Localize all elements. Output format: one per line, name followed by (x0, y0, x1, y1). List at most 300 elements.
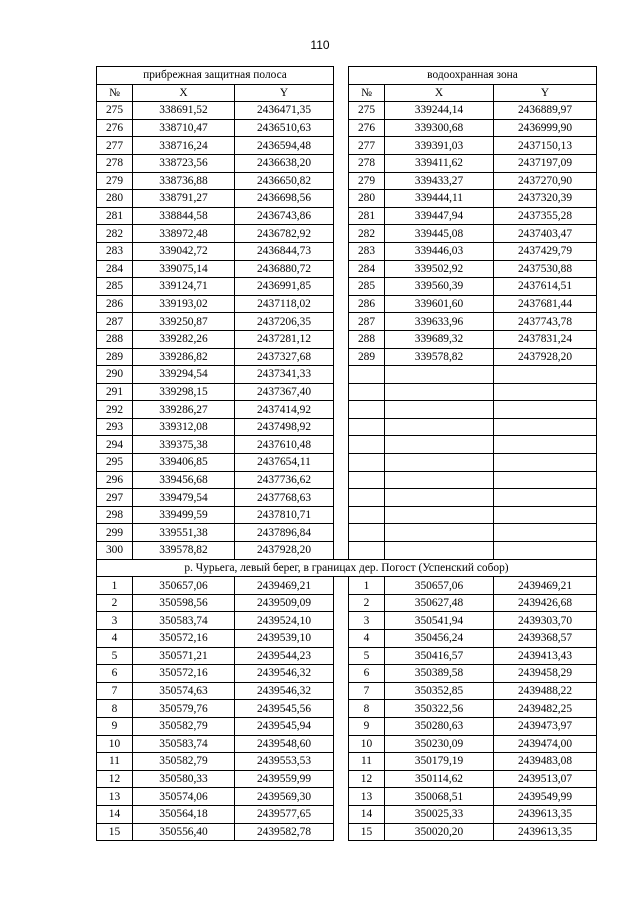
right-no-cell: 284 (349, 260, 385, 278)
right-y-cell: 2437743,78 (494, 313, 597, 331)
table-row (97, 225, 597, 243)
left-y-cell: 2437281,12 (235, 330, 334, 348)
left-x-cell: 339298,15 (133, 383, 235, 401)
left-x-cell: 339286,82 (133, 348, 235, 366)
left-x-cell: 350579,76 (133, 700, 235, 718)
left-x-cell: 339193,02 (133, 295, 235, 313)
left-x-cell: 350556,40 (133, 823, 235, 841)
left-y-cell: 2437498,92 (235, 418, 334, 436)
right-x-cell: 350389,58 (385, 665, 494, 683)
column-gap (334, 524, 349, 542)
table-row (97, 700, 597, 718)
left-x-cell: 339312,08 (133, 418, 235, 436)
left-no-cell: 276 (97, 119, 133, 137)
left-no-cell: 10 (97, 735, 133, 753)
right-no-cell: 283 (349, 242, 385, 260)
right-x-cell: 339391,03 (385, 137, 494, 155)
right-x-cell: 350322,56 (385, 700, 494, 718)
left-no-cell: 289 (97, 348, 133, 366)
left-no-cell: 12 (97, 770, 133, 788)
left-no-cell: 5 (97, 647, 133, 665)
left-no-cell: 6 (97, 665, 133, 683)
left-y-cell: 2439524,10 (235, 612, 334, 630)
column-gap (334, 84, 349, 102)
right-y-cell: 2439488,22 (494, 682, 597, 700)
left-no-cell: 8 (97, 700, 133, 718)
right-no-cell: 277 (349, 137, 385, 155)
left-zone-title: прибрежная защитная полоса (97, 67, 334, 85)
left-y-cell: 2437654,11 (235, 454, 334, 472)
left-no-cell: 300 (97, 542, 133, 560)
right-y-cell: 2439368,57 (494, 630, 597, 648)
left-x-cell: 338691,52 (133, 102, 235, 120)
left-no-cell: 299 (97, 524, 133, 542)
right-no-cell: 276 (349, 119, 385, 137)
right-y-cell: 2439482,25 (494, 700, 597, 718)
right-y-cell: 2437320,39 (494, 190, 597, 208)
table-row (97, 172, 597, 190)
column-gap (334, 682, 349, 700)
table-row (97, 383, 597, 401)
left-x-cell: 350574,06 (133, 788, 235, 806)
left-no-cell: 2 (97, 594, 133, 612)
right-y-cell: 2439426,68 (494, 594, 597, 612)
right-x-cell: 339433,27 (385, 172, 494, 190)
right-no-cell: 2 (349, 594, 385, 612)
left-no-cell: 287 (97, 313, 133, 331)
right-x-cell: 339446,03 (385, 242, 494, 260)
right-no-cell (349, 454, 385, 472)
column-gap (334, 225, 349, 243)
left-x-cell: 338736,88 (133, 172, 235, 190)
left-x-cell: 339282,26 (133, 330, 235, 348)
right-x-cell: 339447,94 (385, 207, 494, 225)
table-row (97, 647, 597, 665)
table-row (97, 506, 597, 524)
table-row (97, 278, 597, 296)
right-x-cell: 350025,33 (385, 805, 494, 823)
table-row (97, 594, 597, 612)
right-col-y-header: Y (494, 84, 597, 102)
left-x-cell: 339042,72 (133, 242, 235, 260)
table-row (97, 471, 597, 489)
right-no-cell: 6 (349, 665, 385, 683)
column-gap (334, 295, 349, 313)
left-y-cell: 2439469,21 (235, 577, 334, 595)
header-columns-row (97, 84, 597, 102)
left-no-cell: 290 (97, 366, 133, 384)
table-row (97, 260, 597, 278)
left-y-cell: 2439539,10 (235, 630, 334, 648)
right-zone-title: водоохранная зона (349, 67, 597, 85)
right-y-cell: 2437270,90 (494, 172, 597, 190)
left-no-cell: 293 (97, 418, 133, 436)
table-row (97, 348, 597, 366)
column-gap (334, 313, 349, 331)
table-row (97, 313, 597, 331)
right-y-cell: 2439474,00 (494, 735, 597, 753)
right-no-cell: 15 (349, 823, 385, 841)
left-y-cell: 2437414,92 (235, 401, 334, 419)
right-x-cell: 350416,57 (385, 647, 494, 665)
right-no-cell: 285 (349, 278, 385, 296)
column-gap (334, 577, 349, 595)
right-no-cell (349, 542, 385, 560)
left-no-cell: 15 (97, 823, 133, 841)
table-row (97, 577, 597, 595)
right-no-cell: 5 (349, 647, 385, 665)
left-no-cell: 277 (97, 137, 133, 155)
left-y-cell: 2436638,20 (235, 154, 334, 172)
left-x-cell: 339375,38 (133, 436, 235, 454)
table-row (97, 770, 597, 788)
right-x-cell: 339445,08 (385, 225, 494, 243)
left-y-cell: 2436698,56 (235, 190, 334, 208)
table-body (97, 67, 597, 841)
left-y-cell: 2437206,35 (235, 313, 334, 331)
left-x-cell: 339499,59 (133, 506, 235, 524)
right-y-cell (494, 489, 597, 507)
right-no-cell: 7 (349, 682, 385, 700)
column-gap (334, 471, 349, 489)
left-y-cell: 2437768,63 (235, 489, 334, 507)
left-no-cell: 1 (97, 577, 133, 595)
left-no-cell: 279 (97, 172, 133, 190)
left-x-cell: 339250,87 (133, 313, 235, 331)
left-y-cell: 2436594,48 (235, 137, 334, 155)
left-no-cell: 11 (97, 753, 133, 771)
left-x-cell: 338791,27 (133, 190, 235, 208)
table-row (97, 665, 597, 683)
left-no-cell: 9 (97, 717, 133, 735)
right-y-cell: 2437831,24 (494, 330, 597, 348)
left-x-cell: 339286,27 (133, 401, 235, 419)
right-y-cell: 2437614,51 (494, 278, 597, 296)
table-row (97, 190, 597, 208)
right-x-cell: 350280,63 (385, 717, 494, 735)
column-gap (334, 418, 349, 436)
left-y-cell: 2437810,71 (235, 506, 334, 524)
right-no-cell (349, 471, 385, 489)
left-y-cell: 2436510,63 (235, 119, 334, 137)
left-no-cell: 14 (97, 805, 133, 823)
table-row (97, 454, 597, 472)
right-x-cell (385, 542, 494, 560)
right-no-cell (349, 383, 385, 401)
left-no-cell: 275 (97, 102, 133, 120)
left-y-cell: 2439545,94 (235, 717, 334, 735)
right-x-cell: 350230,09 (385, 735, 494, 753)
right-no-cell: 282 (349, 225, 385, 243)
right-x-cell: 339560,39 (385, 278, 494, 296)
right-no-cell: 1 (349, 577, 385, 595)
left-x-cell: 350571,21 (133, 647, 235, 665)
left-x-cell: 339578,82 (133, 542, 235, 560)
column-gap (334, 770, 349, 788)
right-no-cell: 279 (349, 172, 385, 190)
left-x-cell: 338716,24 (133, 137, 235, 155)
table-row (97, 823, 597, 841)
right-x-cell: 350020,20 (385, 823, 494, 841)
column-gap (334, 436, 349, 454)
right-no-cell: 11 (349, 753, 385, 771)
left-y-cell: 2439569,30 (235, 788, 334, 806)
right-x-cell (385, 366, 494, 384)
left-x-cell: 339479,54 (133, 489, 235, 507)
left-y-cell: 2439546,32 (235, 665, 334, 683)
table-row (97, 489, 597, 507)
table-row (97, 137, 597, 155)
left-no-cell: 282 (97, 225, 133, 243)
left-x-cell: 339124,71 (133, 278, 235, 296)
left-no-cell: 3 (97, 612, 133, 630)
right-x-cell (385, 524, 494, 542)
left-no-cell: 13 (97, 788, 133, 806)
left-no-cell: 285 (97, 278, 133, 296)
right-y-cell: 2439513,07 (494, 770, 597, 788)
left-no-cell: 284 (97, 260, 133, 278)
left-x-cell: 350574,63 (133, 682, 235, 700)
right-y-cell (494, 401, 597, 419)
right-no-cell: 3 (349, 612, 385, 630)
left-no-cell: 4 (97, 630, 133, 648)
right-x-cell: 339300,68 (385, 119, 494, 137)
right-no-cell (349, 401, 385, 419)
right-y-cell: 2437429,79 (494, 242, 597, 260)
right-no-cell (349, 506, 385, 524)
coordinates-table (96, 66, 597, 841)
right-x-cell: 350657,06 (385, 577, 494, 595)
right-y-cell: 2437681,44 (494, 295, 597, 313)
left-y-cell: 2437118,02 (235, 295, 334, 313)
left-y-cell: 2439582,78 (235, 823, 334, 841)
right-no-cell: 281 (349, 207, 385, 225)
right-x-cell: 339633,96 (385, 313, 494, 331)
right-y-cell (494, 366, 597, 384)
left-x-cell: 350572,16 (133, 630, 235, 648)
table-row (97, 542, 597, 560)
left-y-cell: 2437896,84 (235, 524, 334, 542)
right-no-cell: 289 (349, 348, 385, 366)
right-no-cell: 288 (349, 330, 385, 348)
right-y-cell (494, 454, 597, 472)
left-x-cell: 350583,74 (133, 735, 235, 753)
right-y-cell: 2436889,97 (494, 102, 597, 120)
left-x-cell: 339075,14 (133, 260, 235, 278)
column-gap (334, 190, 349, 208)
left-no-cell: 292 (97, 401, 133, 419)
left-no-cell: 298 (97, 506, 133, 524)
right-y-cell: 2437928,20 (494, 348, 597, 366)
section-title-row (97, 559, 597, 577)
table-row (97, 612, 597, 630)
right-no-cell: 286 (349, 295, 385, 313)
left-no-cell: 297 (97, 489, 133, 507)
right-no-cell: 275 (349, 102, 385, 120)
column-gap (334, 330, 349, 348)
right-no-cell: 9 (349, 717, 385, 735)
right-no-cell: 278 (349, 154, 385, 172)
table-row (97, 524, 597, 542)
right-no-cell: 280 (349, 190, 385, 208)
right-no-cell (349, 524, 385, 542)
right-y-cell: 2439303,70 (494, 612, 597, 630)
right-y-cell (494, 506, 597, 524)
column-gap (334, 753, 349, 771)
right-y-cell: 2439473,97 (494, 717, 597, 735)
left-x-cell: 350598,56 (133, 594, 235, 612)
left-y-cell: 2437928,20 (235, 542, 334, 560)
left-x-cell: 350580,33 (133, 770, 235, 788)
right-x-cell: 339601,60 (385, 295, 494, 313)
column-gap (334, 137, 349, 155)
left-y-cell: 2439509,09 (235, 594, 334, 612)
column-gap (334, 805, 349, 823)
right-x-cell: 339502,92 (385, 260, 494, 278)
column-gap (334, 348, 349, 366)
table-row (97, 119, 597, 137)
right-x-cell: 350179,19 (385, 753, 494, 771)
table-row (97, 154, 597, 172)
right-x-cell (385, 471, 494, 489)
right-col-x-header: X (385, 84, 494, 102)
left-no-cell: 281 (97, 207, 133, 225)
right-y-cell: 2439549,99 (494, 788, 597, 806)
column-gap (334, 506, 349, 524)
right-x-cell (385, 454, 494, 472)
left-no-cell: 7 (97, 682, 133, 700)
left-x-cell: 339294,54 (133, 366, 235, 384)
table-row (97, 682, 597, 700)
left-y-cell: 2436650,82 (235, 172, 334, 190)
table-row (97, 418, 597, 436)
column-gap (334, 823, 349, 841)
left-x-cell: 339456,68 (133, 471, 235, 489)
left-y-cell: 2437610,48 (235, 436, 334, 454)
table-row (97, 330, 597, 348)
column-gap (334, 594, 349, 612)
table-row (97, 630, 597, 648)
table-row (97, 805, 597, 823)
right-y-cell: 2437150,13 (494, 137, 597, 155)
left-no-cell: 286 (97, 295, 133, 313)
left-col-y-header: Y (235, 84, 334, 102)
column-gap (334, 542, 349, 560)
right-y-cell: 2437355,28 (494, 207, 597, 225)
left-col-no-header: № (97, 84, 133, 102)
right-no-cell (349, 366, 385, 384)
table-row (97, 295, 597, 313)
right-x-cell (385, 401, 494, 419)
left-no-cell: 291 (97, 383, 133, 401)
column-gap (334, 454, 349, 472)
right-col-no-header: № (349, 84, 385, 102)
left-y-cell: 2439545,56 (235, 700, 334, 718)
left-col-x-header: X (133, 84, 235, 102)
right-y-cell (494, 383, 597, 401)
left-x-cell: 350583,74 (133, 612, 235, 630)
left-y-cell: 2436880,72 (235, 260, 334, 278)
column-gap (334, 260, 349, 278)
column-gap (334, 788, 349, 806)
left-x-cell: 350582,79 (133, 753, 235, 771)
left-y-cell: 2436471,35 (235, 102, 334, 120)
right-x-cell: 350541,94 (385, 612, 494, 630)
left-y-cell: 2439548,60 (235, 735, 334, 753)
table-row (97, 717, 597, 735)
column-gap (334, 647, 349, 665)
right-y-cell: 2439469,21 (494, 577, 597, 595)
table-row (97, 242, 597, 260)
right-no-cell: 14 (349, 805, 385, 823)
right-no-cell (349, 418, 385, 436)
right-no-cell: 12 (349, 770, 385, 788)
right-x-cell (385, 436, 494, 454)
left-x-cell: 339406,85 (133, 454, 235, 472)
left-no-cell: 280 (97, 190, 133, 208)
right-x-cell: 350352,85 (385, 682, 494, 700)
left-x-cell: 350582,79 (133, 717, 235, 735)
right-x-cell: 339689,32 (385, 330, 494, 348)
table-row (97, 366, 597, 384)
left-y-cell: 2436844,73 (235, 242, 334, 260)
left-y-cell: 2437327,68 (235, 348, 334, 366)
right-no-cell: 13 (349, 788, 385, 806)
left-y-cell: 2439553,53 (235, 753, 334, 771)
left-y-cell: 2437341,33 (235, 366, 334, 384)
left-no-cell: 288 (97, 330, 133, 348)
header-title-row (97, 67, 597, 85)
left-y-cell: 2439544,23 (235, 647, 334, 665)
left-y-cell: 2439577,65 (235, 805, 334, 823)
page-number: 110 (310, 38, 330, 52)
table-row (97, 735, 597, 753)
right-y-cell (494, 524, 597, 542)
right-x-cell: 350456,24 (385, 630, 494, 648)
left-no-cell: 283 (97, 242, 133, 260)
table-row (97, 436, 597, 454)
left-x-cell: 338710,47 (133, 119, 235, 137)
left-x-cell: 350657,06 (133, 577, 235, 595)
column-gap (334, 366, 349, 384)
right-no-cell: 4 (349, 630, 385, 648)
right-y-cell: 2439483,08 (494, 753, 597, 771)
right-x-cell: 339578,82 (385, 348, 494, 366)
right-x-cell (385, 383, 494, 401)
left-x-cell: 338972,48 (133, 225, 235, 243)
right-y-cell (494, 436, 597, 454)
column-gap (334, 154, 349, 172)
column-gap (334, 172, 349, 190)
right-y-cell: 2439458,29 (494, 665, 597, 683)
right-y-cell: 2437530,88 (494, 260, 597, 278)
column-gap (334, 119, 349, 137)
table-row (97, 753, 597, 771)
left-x-cell: 338844,58 (133, 207, 235, 225)
right-y-cell: 2439613,35 (494, 805, 597, 823)
left-x-cell: 338723,56 (133, 154, 235, 172)
column-gap (334, 383, 349, 401)
right-x-cell: 350627,48 (385, 594, 494, 612)
right-x-cell: 350068,51 (385, 788, 494, 806)
left-y-cell: 2436743,86 (235, 207, 334, 225)
left-no-cell: 295 (97, 454, 133, 472)
right-y-cell (494, 471, 597, 489)
right-y-cell: 2437197,09 (494, 154, 597, 172)
right-x-cell (385, 489, 494, 507)
right-y-cell (494, 542, 597, 560)
column-gap (334, 207, 349, 225)
